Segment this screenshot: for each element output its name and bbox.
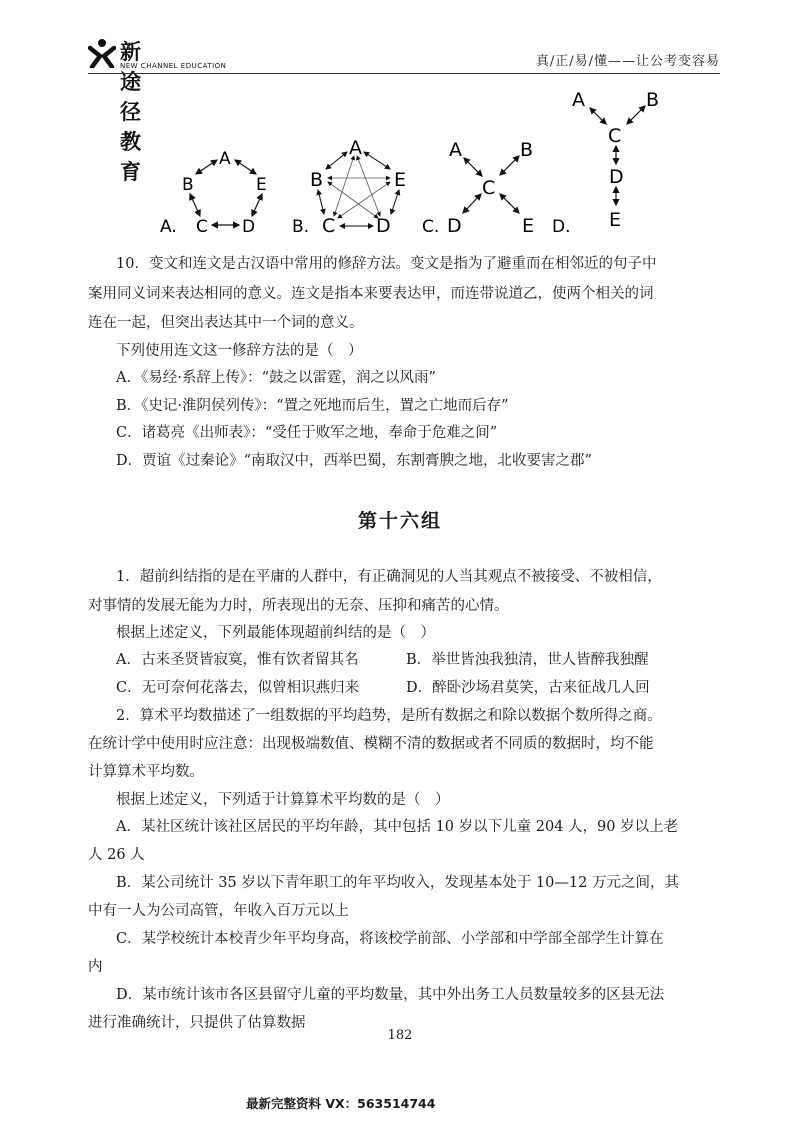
node-label: E bbox=[394, 169, 407, 191]
option-d-line: D．某市统计该市各区县留守儿童的平均数量，其中外出务工人员数量较多的区县无法 bbox=[116, 987, 665, 1003]
footer-contact: 最新完整资料 VX：563514744 bbox=[246, 1096, 436, 1111]
brand-logo-icon bbox=[88, 38, 116, 68]
option-a: A．古来圣贤皆寂寞，惟有饮者留其名 bbox=[116, 652, 359, 668]
question-prompt: 根据上述定义，下列最能体现超前纠结的是（ ） bbox=[116, 625, 435, 641]
node-label: D bbox=[609, 166, 624, 188]
option-a-line: 人 26 人 bbox=[88, 847, 145, 863]
node-label: A bbox=[572, 89, 585, 111]
diagram-label: D. bbox=[552, 217, 571, 237]
node-label: E bbox=[609, 209, 622, 231]
option-c-line: C．某学校统计本校青少年平均身高，将该校学前部、小学部和中学部全部学生计算在 bbox=[116, 931, 664, 947]
question-prompt: 根据上述定义，下列适于计算算术平均数的是（ ） bbox=[116, 792, 450, 808]
page-number: 182 bbox=[387, 1028, 413, 1043]
option-c: C．无可奈何花落去，似曾相识燕归来 bbox=[116, 680, 360, 696]
node-label: A bbox=[449, 139, 462, 161]
option-c-line: 内 bbox=[88, 959, 103, 975]
node-label: D bbox=[242, 217, 256, 237]
node-label: C bbox=[196, 217, 208, 237]
brand-name-english: NEW CHANNEL EDUCATION bbox=[120, 62, 227, 70]
node-label: A bbox=[349, 137, 362, 159]
diagram-label: C. bbox=[422, 217, 440, 237]
diagram-label: B. bbox=[292, 217, 310, 237]
option-b: B．举世皆浊我独清，世人皆醉我独醒 bbox=[406, 652, 649, 668]
relation-diagrams bbox=[150, 86, 670, 246]
diagram-option-a bbox=[160, 149, 267, 237]
option-b: B．《史记·淮阴侯列传》：“置之死地而后生，置之亡地而后存” bbox=[116, 398, 509, 414]
question-stem-line: 连在一起，但突出表达其中一个词的意义。 bbox=[88, 315, 364, 331]
question-stem-line: 案用同义词来表达相同的意义。连文是指本来要表达甲，而连带说道乙，使两个相关的词 bbox=[88, 286, 654, 302]
option-c: C．诸葛亮《出师表》：“受任于败军之地，奉命于危难之间” bbox=[116, 425, 498, 441]
node-label: C bbox=[482, 177, 496, 199]
page-header bbox=[88, 36, 720, 184]
diagram-option-d bbox=[552, 89, 659, 237]
header-slogan: 真/正/易/懂——让公考变容易 bbox=[535, 54, 720, 69]
diagram-option-b bbox=[292, 137, 406, 237]
node-label: B bbox=[310, 169, 324, 191]
question-prompt: 下列使用连文这一修辞方法的是（ ） bbox=[116, 343, 363, 359]
node-label: B bbox=[646, 89, 660, 111]
option-a-line: A．某社区统计该社区居民的平均年龄，其中包括 10 岁以下儿童 204 人，90 岁以上老 bbox=[116, 819, 679, 835]
node-label: B bbox=[520, 139, 534, 161]
question-stem-line: 1．超前纠结指的是在平庸的人群中，有正确洞见的人当其观点不被接受、不被相信， bbox=[116, 569, 662, 585]
node-label: C bbox=[322, 215, 336, 237]
header-divider bbox=[88, 73, 720, 74]
diagram-label: A. bbox=[160, 217, 177, 237]
option-a: A．《易经·系辞上传》：“鼓之以雷霆，润之以风雨” bbox=[116, 370, 436, 386]
question-stem-line: 对事情的发展无能为力时，所表现出的无奈、压抑和痛苦的心情。 bbox=[88, 598, 509, 614]
section-title: 第十六组 bbox=[357, 510, 442, 532]
diagram-option-c bbox=[422, 139, 534, 237]
question-stem-line: 10．变文和连文是古汉语中常用的修辞方法。变文是指为了避重而在相邻近的句子中 bbox=[116, 256, 657, 272]
node-label: D bbox=[447, 215, 462, 237]
question-stem-line: 2．算术平均数描述了一组数据的平均趋势，是所有数据之和除以数据个数所得之商。 bbox=[116, 708, 662, 724]
option-d-line: 进行准确统计，只提供了估算数据 bbox=[88, 1015, 306, 1031]
node-label: C bbox=[608, 125, 622, 147]
option-d: D．贾谊《过秦论》“南取汉中，西举巴蜀，东割膏腴之地，北收要害之郡” bbox=[116, 453, 592, 469]
brand-name: 新途径教育 bbox=[120, 40, 142, 184]
option-b-line: B．某公司统计 35 岁以下青年职工的年平均收入，发现基本处于 10—12 万元之间，其 bbox=[116, 875, 679, 891]
question-stem-line: 在统计学中使用时应注意：出现极端数值、模糊不清的数据或者不同质的数据时，均不能 bbox=[88, 736, 654, 752]
node-label: B bbox=[182, 175, 194, 195]
node-label: E bbox=[256, 175, 267, 195]
node-label: D bbox=[376, 215, 391, 237]
node-label: E bbox=[522, 215, 535, 237]
option-d: D．醉卧沙场君莫笑，古来征战几人回 bbox=[406, 680, 650, 696]
question-stem-line: 计算算术平均数。 bbox=[88, 764, 204, 780]
node-label: A bbox=[219, 149, 231, 169]
option-b-line: 中有一人为公司高管，年收入百万元以上 bbox=[88, 903, 349, 919]
